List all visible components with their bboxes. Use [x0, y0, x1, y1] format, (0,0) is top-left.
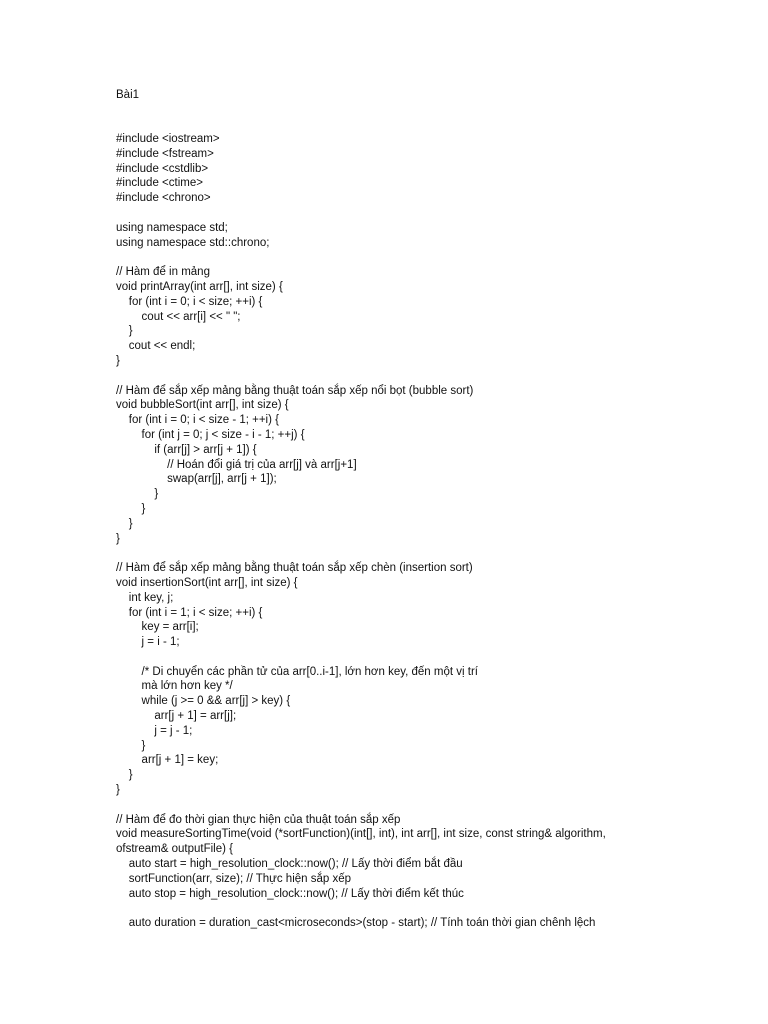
code-line: }: [116, 784, 120, 797]
code-line: cout << arr[i] << " ";: [116, 310, 241, 323]
code-line: auto duration = duration_cast<microseconds>(stop - start); // Tính toán thời gian chênh lệch: [116, 917, 596, 930]
code-line: // Hàm để in mảng: [116, 266, 210, 279]
code-line: }: [116, 532, 120, 545]
code-line: void insertionSort(int arr[], int size) {: [116, 576, 298, 589]
code-line: #include <iostream>: [116, 133, 220, 145]
code-line: #include <ctime>: [116, 177, 203, 190]
code-line: #include <fstream>: [116, 147, 214, 160]
code-line: mà lớn hơn key */: [116, 680, 233, 693]
code-line: if (arr[j] > arr[j + 1]) {: [116, 443, 257, 456]
code-line: ofstream& outputFile) {: [116, 843, 233, 856]
code-line: [116, 798, 756, 813]
code-line: #include <chrono>: [116, 192, 211, 205]
code-line: cout << endl;: [116, 340, 196, 353]
code-line: void bubbleSort(int arr[], int size) {: [116, 399, 289, 412]
document-title: Bài1: [116, 89, 140, 101]
code-line: void printArray(int arr[], int size) {: [116, 280, 283, 293]
code-line: using namespace std::chrono;: [116, 236, 270, 249]
code-line: // Hoán đổi giá trị của arr[j] và arr[j+1]: [116, 458, 357, 471]
code-line: }: [116, 769, 133, 782]
code-line: sortFunction(arr, size); // Thực hiện sắp xếp: [116, 872, 352, 885]
code-line: // Hàm để đo thời gian thực hiện của thuật toán sắp xếp: [116, 813, 401, 826]
code-line: swap(arr[j], arr[j + 1]);: [116, 473, 277, 486]
code-line: [116, 206, 756, 221]
code-line: arr[j + 1] = key;: [116, 754, 219, 767]
code-line: void measureSortingTime(void (*sortFunction)(int[], int), int arr[], int size, const string& algorithm,: [116, 828, 606, 841]
code-block: [116, 132, 756, 931]
code-line: // Hàm để sắp xếp mảng bằng thuật toán sắp xếp nổi bọt (bubble sort): [116, 384, 474, 397]
code-line: for (int i = 1; i < size; ++i) {: [116, 606, 263, 619]
code-line: j = i - 1;: [116, 636, 180, 649]
code-line: for (int i = 0; i < size; ++i) {: [116, 295, 263, 308]
code-line: }: [116, 739, 146, 752]
code-line: [116, 650, 756, 665]
code-line: for (int i = 0; i < size - 1; ++i) {: [116, 414, 279, 427]
code-line: }: [116, 502, 146, 515]
code-line: for (int j = 0; j < size - i - 1; ++j) {: [116, 428, 305, 441]
code-line: }: [116, 488, 159, 501]
code-line: [116, 250, 756, 265]
code-line: auto stop = high_resolution_clock::now(); // Lấy thời điểm kết thúc: [116, 887, 464, 900]
code-line: }: [116, 517, 133, 530]
code-line: #include <cstdlib>: [116, 162, 209, 175]
code-line: auto start = high_resolution_clock::now(); // Lấy thời điểm bắt đầu: [116, 858, 463, 871]
code-line: using namespace std;: [116, 221, 228, 234]
code-line: j = j - 1;: [116, 724, 193, 737]
code-line: }: [116, 325, 133, 338]
code-line: }: [116, 354, 120, 367]
code-line: [116, 369, 756, 384]
code-line: arr[j + 1] = arr[j];: [116, 710, 237, 723]
code-line: [116, 901, 756, 916]
code-line: int key, j;: [116, 591, 174, 604]
code-line: [116, 546, 756, 561]
code-line: while (j >= 0 && arr[j] > key) {: [116, 695, 291, 708]
code-line: key = arr[i];: [116, 621, 199, 634]
code-line: // Hàm để sắp xếp mảng bằng thuật toán sắp xếp chèn (insertion sort): [116, 562, 473, 575]
code-line: /* Di chuyển các phần tử của arr[0..i-1], lớn hơn key, đến một vị trí: [116, 665, 478, 678]
